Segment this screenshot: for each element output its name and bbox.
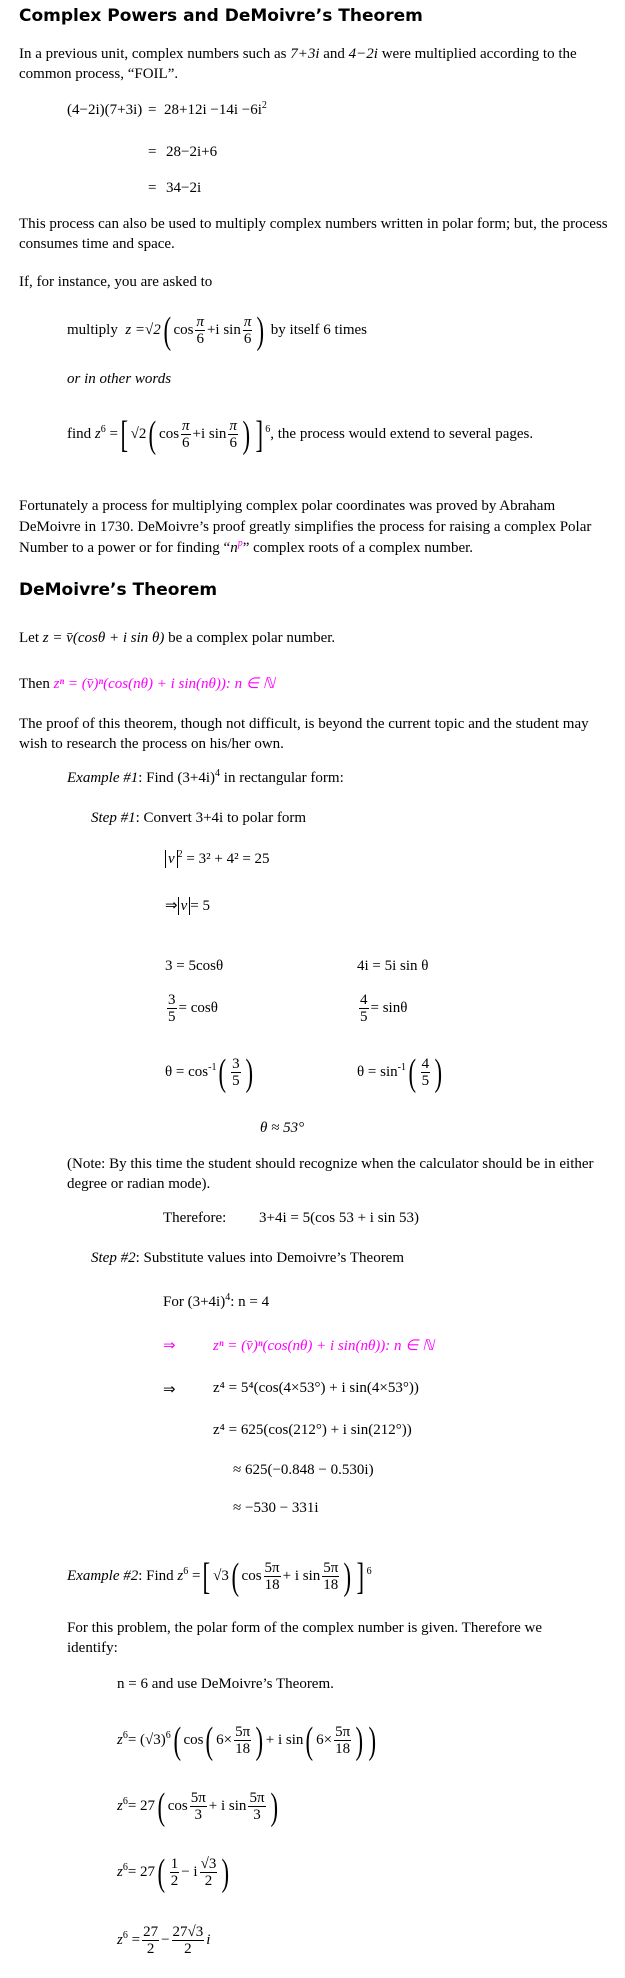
paren: ) [343, 1555, 352, 1598]
math-var: z [117, 1731, 123, 1748]
fraction: $\frac{27√3}{2}$ [172, 1924, 204, 1957]
given-paragraph: For this problem, the polar form of the complex number is given. Therefore we identify: [67, 1620, 543, 1656]
let-statement [19, 630, 335, 647]
paren: ( [163, 309, 171, 352]
text: and [319, 46, 349, 62]
math-expr: 4−2i [348, 46, 378, 62]
example-2-heading [67, 1555, 372, 1598]
multiply-expression [67, 309, 368, 352]
text: + i sin [265, 1731, 304, 1748]
substitution-line-4: ≈ −530 − 331i [233, 1500, 319, 1516]
other-words: or in other words [67, 371, 172, 387]
paren: ) [368, 1719, 376, 1762]
text: in rectangular form: [220, 770, 344, 786]
paren: ) [434, 1051, 443, 1094]
fraction: $\frac{\pi}{6}$ [182, 418, 190, 451]
text: +i sin [192, 425, 227, 442]
exponent: 6 [122, 1929, 128, 1941]
text: + i sin [208, 1797, 247, 1814]
exponent: 6 [265, 423, 271, 435]
text: : Convert 3+4i to polar form [135, 810, 307, 826]
example-label: Example #2 [67, 1567, 139, 1584]
text: θ = cos [165, 1063, 209, 1080]
text: √3 [213, 1567, 229, 1584]
math-expr: 7+3i [290, 46, 320, 62]
fraction: $\frac{5\pi}{18}$ [235, 1724, 251, 1757]
paren: ) [245, 1051, 253, 1094]
text: cos [167, 1797, 188, 1814]
example-label: Example #1 [67, 770, 139, 786]
paren: ( [219, 1051, 227, 1094]
for-n-statement [163, 1294, 269, 1311]
n-equals-6: n = 6 and use DeMoivre’s Theorem. [117, 1676, 334, 1692]
text: : Find [138, 1567, 178, 1584]
proof-note: The proof of this theorem, though not difficult, is beyond the current topic and the student may wish to research the process on his/her own. [19, 716, 589, 752]
text: : Substitute values into Demoivre’s Theorem [135, 1250, 405, 1266]
paren: ( [408, 1051, 417, 1094]
text: θ = sin [357, 1063, 398, 1080]
theta-approx: θ ≈ 53° [260, 1120, 305, 1136]
theta-arcsin [357, 1051, 445, 1094]
exponent: -1 [397, 1061, 406, 1073]
math-var: z [117, 1863, 123, 1880]
foil-eq: = [148, 102, 157, 118]
text: multiply [67, 321, 118, 338]
paren: ( [231, 1555, 239, 1598]
math-expr: (3+4i) [177, 770, 216, 786]
instance-paragraph: If, for instance, you are asked to [19, 274, 213, 290]
foil-line-1 [164, 102, 267, 119]
fraction: $\frac{5\pi}{18}$ [323, 1560, 339, 1593]
exponent: 4 [215, 768, 221, 779]
fraction: $\frac{4}{5}$ [360, 992, 368, 1025]
exponent: 6 [366, 1565, 372, 1577]
math-var: z [94, 425, 101, 442]
text: 6× [216, 1731, 233, 1748]
text: Fortunately a process for multiplying complex polar coordinates was proved by Abraham DeMoivre in 1730. DeMoivre’s proof greatly simplifies the process for raising a complex Polar Number to a power or for finding “ [19, 498, 592, 556]
text: cos [241, 1567, 262, 1584]
text: = [192, 1567, 201, 1584]
section-heading: DeMoivre’s Theorem [19, 580, 218, 600]
bracket: [ [120, 413, 129, 456]
example-2-line-2 [117, 1785, 280, 1828]
math-expr: z = v̄(cosθ + i sin θ) [42, 630, 165, 646]
implies-icon: ⇒ [163, 1338, 176, 1354]
theorem-formula: zⁿ = (v̄)ⁿ(cos(nθ) + i sin(nθ)): n ∈ ℕ [53, 676, 275, 692]
text: + i sin [282, 1567, 321, 1584]
fraction: $\frac{\pi}{6}$ [243, 314, 252, 347]
page-title: Complex Powers and DeMoivre’s Theorem [19, 6, 423, 26]
math-var: z [177, 1567, 184, 1584]
fraction: $\frac{5\pi}{3}$ [190, 1790, 206, 1823]
math-var: n [230, 540, 238, 556]
paren: ) [256, 309, 265, 352]
text: , the process would extend to several pages. [270, 425, 534, 442]
text: find [67, 425, 92, 442]
therefore-label: Therefore: [163, 1210, 227, 1226]
exponent: 6 [183, 1565, 189, 1577]
text: √2 [130, 425, 147, 442]
fraction: $\frac{5\pi}{18}$ [335, 1724, 351, 1757]
paren: ( [148, 413, 157, 456]
history-paragraph [19, 496, 614, 559]
text: ” complex roots of a complex number. [242, 540, 474, 556]
paren: ) [255, 1719, 264, 1762]
foil-line-3: 34−2i [166, 180, 202, 196]
text: Let [19, 630, 43, 646]
text: = 3² + 4² = 25 [186, 851, 270, 867]
text: +i sin [206, 321, 241, 338]
fraction: $\frac{27}{2}$ [143, 1924, 159, 1957]
paren: ) [355, 1719, 364, 1762]
find-expression [67, 413, 534, 456]
text: = 27 [127, 1863, 156, 1880]
implies-icon: ⇒ [165, 898, 178, 914]
text: = 5 [190, 898, 210, 914]
vector-magnitude: v [178, 897, 191, 915]
exponent: 4 [225, 1292, 231, 1303]
math-expr: z =√2 [125, 321, 161, 338]
modulus-squared [165, 850, 270, 868]
paren: ( [205, 1719, 214, 1762]
text: = cosθ [178, 999, 218, 1016]
substitution-line-1: z⁴ = 5⁴(cos(4×53°) + i sin(4×53°)) [213, 1380, 419, 1396]
fraction: $\frac{5\pi}{18}$ [264, 1560, 280, 1593]
foil-eq: = [148, 180, 157, 196]
math-var: i [206, 1931, 211, 1948]
text: For (3+4i) [163, 1294, 226, 1310]
text: In a previous unit, complex numbers such as [19, 46, 291, 62]
fraction: $\frac{4}{5}$ [421, 1056, 430, 1089]
example-2-line-1 [117, 1719, 378, 1762]
fraction: $\frac{3}{5}$ [168, 992, 176, 1025]
intro-paragraph [19, 44, 609, 84]
bracket: [ [203, 1555, 211, 1598]
theta-arccos [165, 1051, 255, 1094]
exponent: 2 [177, 849, 183, 860]
exponent: 6 [100, 423, 106, 435]
implies-icon: ⇒ [163, 1382, 176, 1398]
step-2 [91, 1250, 404, 1267]
paren: ( [173, 1719, 181, 1762]
fraction: $\frac{\pi}{6}$ [196, 314, 204, 347]
foil-line-2: 28−2i+6 [166, 144, 218, 160]
text: Then [19, 676, 54, 692]
text: 28+12i −14i −6i [164, 102, 262, 118]
step-label: Step #1 [91, 810, 136, 826]
modulus [165, 896, 210, 915]
text: by itself 6 times [270, 321, 368, 338]
text: cos [183, 1731, 204, 1748]
substitution-line-3: ≈ 625(−0.848 − 0.530i) [233, 1462, 374, 1478]
exponent: 2 [261, 100, 267, 111]
text: − i [181, 1863, 198, 1880]
paren: ( [305, 1719, 314, 1762]
text: : Find [138, 770, 178, 786]
vector-magnitude: v [165, 850, 178, 868]
exponent: p [237, 538, 243, 549]
calculator-note: (Note: By this time the student should recognize when the calculator should be in either degree or radian mode). [67, 1156, 594, 1192]
exponent: 6 [122, 1861, 128, 1873]
paren: ) [242, 413, 251, 456]
text: 6× [316, 1731, 333, 1748]
exponent: 6 [122, 1795, 128, 1807]
fraction: $\frac{\pi}{6}$ [229, 418, 237, 451]
text: : n = 4 [230, 1294, 270, 1310]
fraction: $\frac{5\pi}{3}$ [249, 1790, 265, 1823]
step-label: Step #2 [91, 1250, 136, 1266]
text: were multiplied according to the common process, “FOIL”. [19, 46, 577, 82]
text: be a complex polar number. [164, 630, 336, 646]
bracket: ] [356, 1555, 365, 1598]
math-var: z [117, 1797, 123, 1814]
sin-equation: 4i = 5i sin θ [357, 958, 429, 974]
math-var: z [117, 1931, 123, 1948]
paren: ( [157, 1785, 166, 1828]
text: = [131, 1931, 141, 1948]
example-2-line-4 [117, 1924, 210, 1957]
foil-lhs: (4−2i)(7+3i) [67, 102, 143, 118]
text: − [161, 1931, 170, 1948]
substitution-line-2: z⁴ = 625(cos(212°) + i sin(212°)) [213, 1422, 412, 1438]
text: = sinθ [370, 999, 408, 1016]
text: cos [159, 425, 180, 442]
theorem-formula: zⁿ = (v̄)ⁿ(cos(nθ) + i sin(nθ)): n ∈ ℕ [213, 1338, 435, 1354]
fraction: $\frac{1}{2}$ [170, 1856, 179, 1889]
polar-result: 3+4i = 5(cos 53 + i sin 53) [259, 1210, 419, 1226]
cos-equation: 3 = 5cosθ [165, 958, 224, 974]
sin-fraction-equation [357, 992, 407, 1025]
exponent: 6 [122, 1729, 128, 1741]
text: cos [173, 321, 194, 338]
theorem-statement [19, 674, 275, 693]
paren: ( [157, 1851, 166, 1894]
text: = (√3) [127, 1731, 166, 1748]
step-1 [91, 810, 306, 827]
fraction: $\frac{3}{5}$ [232, 1056, 240, 1089]
polar-paragraph: This process can also be used to multiply complex numbers written in polar form; but, the process consumes time and space. [19, 216, 608, 252]
text: = [109, 425, 118, 442]
exponent: 6 [165, 1729, 171, 1741]
cos-fraction-equation [165, 992, 218, 1025]
paren: ) [221, 1851, 230, 1894]
text: = 27 [127, 1797, 156, 1814]
example-1-heading [67, 770, 344, 787]
exponent: -1 [208, 1061, 217, 1073]
paren: ) [270, 1785, 278, 1828]
example-2-line-3 [117, 1851, 232, 1894]
fraction: $\frac{√3}{2}$ [200, 1856, 217, 1889]
bracket: ] [255, 413, 263, 456]
foil-eq: = [148, 144, 157, 160]
